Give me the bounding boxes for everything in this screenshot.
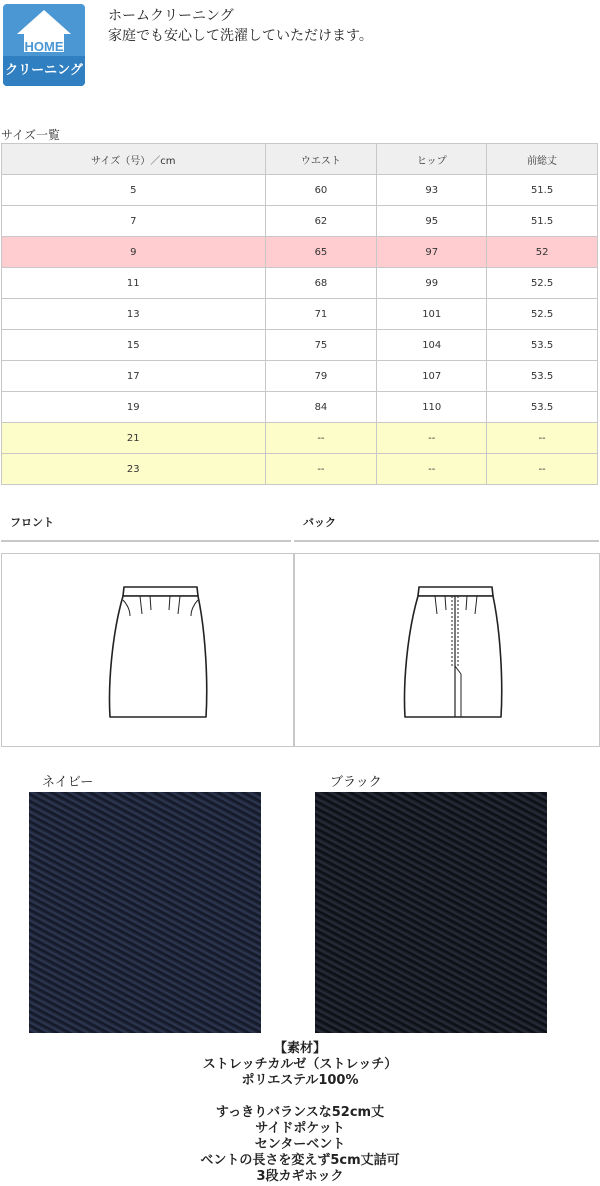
- black-swatch-label: ブラック: [330, 775, 382, 790]
- cell-length: 53.5: [487, 361, 598, 392]
- navy-swatch-label: ネイビー: [42, 775, 94, 790]
- table-row: [2, 206, 598, 237]
- back-divider: [294, 540, 599, 542]
- column-header-size: サイズ（号）／cm: [2, 144, 266, 175]
- cell-hip: 107: [377, 361, 487, 392]
- cell-length: --: [487, 454, 598, 485]
- table-row: [2, 299, 598, 330]
- cell-waist: 79: [265, 361, 377, 392]
- cell-hip: 110: [377, 392, 487, 423]
- cell-length: 52.5: [487, 299, 598, 330]
- cell-waist: 75: [265, 330, 377, 361]
- cell-length: 53.5: [487, 392, 598, 423]
- feature-item: サイドポケット: [255, 1121, 345, 1136]
- table-row: [2, 175, 598, 206]
- feature-item: 3段カギホック: [256, 1169, 344, 1184]
- cell-hip: 104: [377, 330, 487, 361]
- cell-hip: --: [377, 423, 487, 454]
- home-cleaning-badge: [3, 4, 85, 86]
- cell-waist: 68: [265, 268, 377, 299]
- cell-waist: 62: [265, 206, 377, 237]
- features-block: [0, 1105, 600, 1185]
- cell-hip: 95: [377, 206, 487, 237]
- cell-length: 53.5: [487, 330, 598, 361]
- cell-waist: 84: [265, 392, 377, 423]
- cell-hip: 97: [377, 237, 487, 268]
- skirt-back-illustration: [295, 554, 599, 746]
- cell-size: 19: [2, 392, 266, 423]
- skirt-front-illustration: [2, 554, 293, 746]
- table-row: [2, 392, 598, 423]
- front-divider: [1, 540, 291, 542]
- table-row-unavailable: [2, 454, 598, 485]
- cell-size: 13: [2, 299, 266, 330]
- cell-size: 5: [2, 175, 266, 206]
- table-row: [2, 268, 598, 299]
- material-heading: 【素材】: [273, 1041, 326, 1056]
- table-row-unavailable: [2, 423, 598, 454]
- badge-cleaning-text: クリーニング: [3, 56, 85, 86]
- cell-waist: 65: [265, 237, 377, 268]
- cell-size: 11: [2, 268, 266, 299]
- cell-size: 9: [2, 237, 266, 268]
- column-header-waist: ウエスト: [265, 144, 377, 175]
- navy-fabric-swatch: [29, 792, 261, 1033]
- fabric-name: ストレッチカルゼ（ストレッチ）: [202, 1057, 398, 1072]
- header-subtitle: 家庭でも安心して洗濯していただけます。: [108, 28, 373, 44]
- cell-size: 23: [2, 454, 266, 485]
- cell-length: 52: [487, 237, 598, 268]
- fabric-composition: ポリエステル100%: [241, 1073, 359, 1088]
- cell-waist: --: [265, 423, 377, 454]
- cell-waist: --: [265, 454, 377, 485]
- material-block: [0, 1041, 600, 1089]
- feature-item: すっきりバランスな52cm丈: [215, 1105, 385, 1120]
- cell-length: 51.5: [487, 206, 598, 237]
- feature-item: ベントの長さを変えず5cm丈詰可: [200, 1153, 400, 1168]
- cell-hip: 93: [377, 175, 487, 206]
- column-header-length: 前総丈: [487, 144, 598, 175]
- front-view-label: フロント: [10, 516, 54, 529]
- table-row: [2, 361, 598, 392]
- header-title: ホームクリーニング: [108, 8, 234, 24]
- cell-hip: 99: [377, 268, 487, 299]
- cell-waist: 60: [265, 175, 377, 206]
- badge-home-text: HOME: [24, 39, 64, 54]
- table-row-highlighted: [2, 237, 598, 268]
- cell-hip: 101: [377, 299, 487, 330]
- front-view-panel: [1, 553, 294, 747]
- cell-size: 21: [2, 423, 266, 454]
- size-table-header: [2, 144, 598, 175]
- feature-item: センターベント: [254, 1137, 346, 1152]
- back-view-panel: [294, 553, 600, 747]
- column-header-hip: ヒップ: [377, 144, 487, 175]
- table-row: [2, 330, 598, 361]
- black-fabric-swatch: [315, 792, 547, 1033]
- cell-length: 52.5: [487, 268, 598, 299]
- size-table: [1, 143, 598, 485]
- cell-length: 51.5: [487, 175, 598, 206]
- cell-hip: --: [377, 454, 487, 485]
- back-view-label: バック: [303, 516, 336, 529]
- cell-length: --: [487, 423, 598, 454]
- cell-size: 15: [2, 330, 266, 361]
- cell-size: 7: [2, 206, 266, 237]
- cell-size: 17: [2, 361, 266, 392]
- header-text: [108, 6, 373, 46]
- size-section-title: サイズ一覧: [1, 128, 61, 142]
- cell-waist: 71: [265, 299, 377, 330]
